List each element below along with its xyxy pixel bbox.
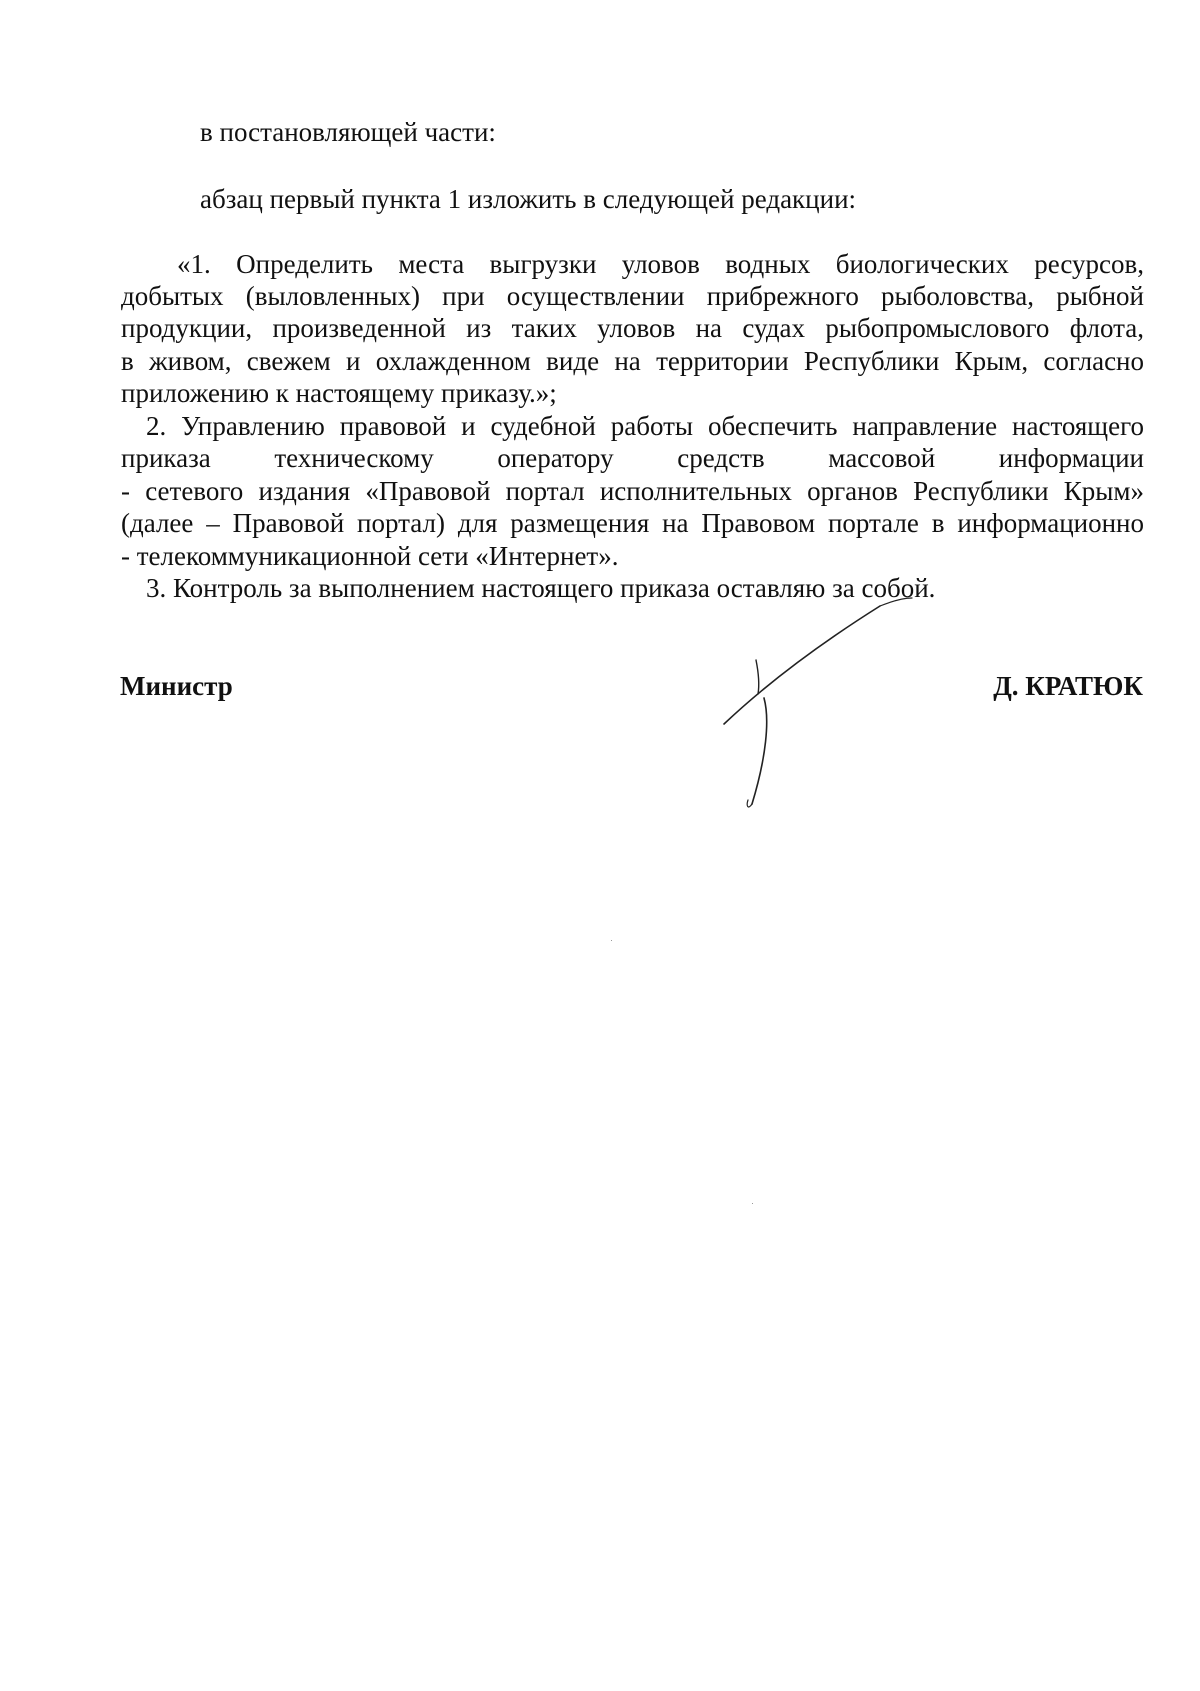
item2-line-2: приказа техническому оператору средств массовой информации (121, 443, 1144, 473)
intro-text: в постановляющей части: (200, 117, 496, 147)
signatory-name: Д. КРАТЮК (993, 671, 1143, 701)
item1-line-1: «1. Определить места выгрузки уловов водных биологических ресурсов, (177, 249, 1144, 279)
item1-line-2: добытых (выловленных) при осуществлении прибрежного рыболовства, рыбной (121, 281, 1144, 311)
item1-line-4: в живом, свежем и охлажденном виде на территории Республики Крым, согласно (121, 346, 1144, 376)
item2-line-1: 2. Управлению правовой и судебной работы обеспечить направление настоящего (146, 411, 1144, 441)
signatory-title: Министр (120, 671, 233, 701)
subintro-text: абзац первый пункта 1 изложить в следующей редакции: (200, 184, 857, 214)
item2-line-4: (далее – Правовой портал) для размещения на Правовом портале в информационно (121, 508, 1144, 538)
item1-line-5: приложению к настоящему приказу.»; (121, 378, 557, 408)
item2-line-5: - телекоммуникационной сети «Интернет». (121, 541, 619, 571)
item1-line-3: продукции, произведенной из таких уловов на судах рыбопромыслового флота, (121, 313, 1144, 343)
handwritten-signature (700, 590, 960, 830)
item2-line-3: - сетевого издания «Правовой портал исполнительных органов Республики Крым» (121, 476, 1144, 506)
scan-speck (611, 940, 612, 941)
item3-text: 3. Контроль за выполнением настоящего приказа оставляю за собой. (146, 573, 936, 603)
scan-speck (752, 1203, 753, 1204)
